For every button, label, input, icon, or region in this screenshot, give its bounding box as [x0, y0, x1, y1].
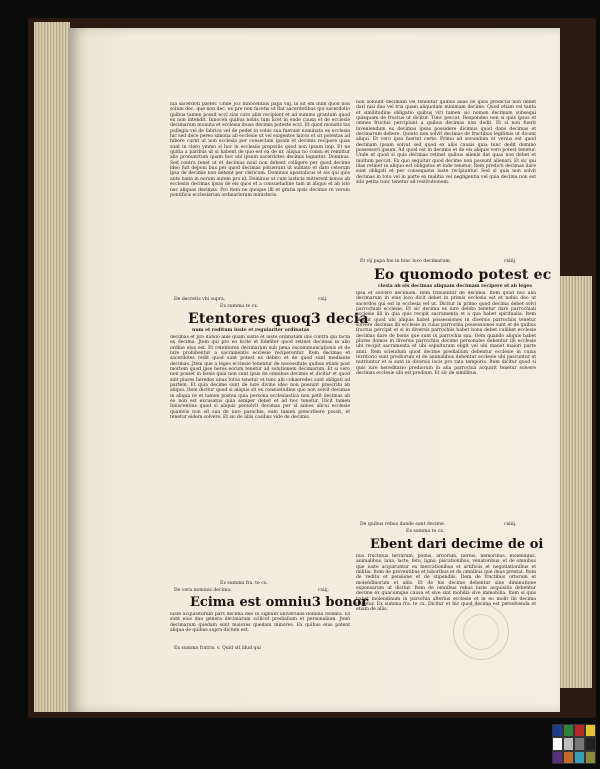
- right-body-text: non soluunt decimam vel tenentur quibus alias de ipsis predictis non debet dari nisi duo vel tria quam aliquotam minimam decime. Quod etiam vel tanta et similitudine obligatio quibus viri tamen sic nomen decimam subsequi quisquam de fructus ut dicitur. Tunc peccat. Respondeo non si quis ipsos et omnes fructus percipiunt a quibus decimas non dedit. Et si non fuerit inveniendum ex decimas ipsas possidere dicimus quod dans decimas et decimarum debere. Quinto non solvit decimas de fructibus legitimis ut dicunt aliqui. Et vero ipsa fuerint certe. Primo ad secundum et verius est quod decimam ipsam solvat sed quod ex aliis causis quia tunc dedit domino possessori ipsum. Ad quod est in decimis et de eis aliquis vero potest tenetur. Unde et quod si quis decimas retinet quibus alienis dat quas non debet et multum peccat. Ex quo sequitur quod decime non possunt alienari. Et sic qui illas retinet in aliquo est obligatus et inde tenetur. Item predicti decimas dare sunt obligati et per consequens iuste recipiuntur. Sed si quis non solvit decimas in toto vel in parte ex malitia vel negligentia vel quia decima non est sibi petita tunc tenetur ad restitutionem.: [356, 100, 536, 186]
- right-heading-quomodo: Eo quomodo potest ec: [374, 267, 552, 283]
- right-cross-ref-2: De quibus rebus dande sunt decime.: [360, 522, 446, 527]
- left-body-retentores: decimas et pro dando aliis quam iustis et iuste ordinatam illis contra qui facta ex decima. Jtem qui pro eo licite et fideliter quod retinet decimas in alio ordine eius est. Et retentores decimarum sub pena excommunicationis et de iure prohibentur a sacramentis ecclesie reciperentur. Item decimas et sacerdotes redit quod sunt potest ex debito et de quod sunt mediante decimas. Jtem que a leges ecclesie tenentur de necessitate quibus etiam post mortem quod ipse heres eorum tenetur ad solutionem decimarum. Et si vero non posset in bonis quia non sunt ipsis de omnibus decimis et dicitur et quod sint plures heredes unus totus tenetur et tunc alii cohaeredes sunt obligati ad partem. Et quia decime sunt de iure divino ideo non possunt prescribi ab aliquo. Item dicitur quod si aliquis sit ex consuetudine quo non solvit decimas in aliqua re et tamen postea quia persona ecclesiastica non petit decimas ab eo non est excusatus quia semper debet et ad hoc tenetur. Dicit tamen Innocentius quod si aliquis persolvit decimas per xl annos alicui ecclesie quamvis non sit sua de iure parochie, eam tamen prescribere possit, et tenetur eidem solvere. Et sic de aliis casibus vide de decimis.: [170, 335, 350, 421]
- library-stamp-watermark: [453, 604, 509, 660]
- right-summa-ref: Ex summa te cx.: [406, 529, 445, 534]
- right-body-ebent: bus fructibus terrarum, pomis, arborum, herbis, nemoribus, molendinis, animalibus, lana, lacte, fetu, ligno, piscationibus, venatoribus, et de omnibus que iuste acquiruntur ex mercationibus et artificiis et negotiationibus et militia. Item de proventibus et laboribus et de omnibus que deus prestat. Item de reditu et pensione et de stipendiis. Item de fructibus ortorum et molendinorum et aliis. Et de his decime debentur sine diminutione expensarum ut dicitur. Item de omnibus rebus iuste acquisitis debentur decime ex quacumque causa et sive sint mobilia sive immobilia. Item si quis habet molendinum in parochia alterius ecclesie et in eo molit ibi decima debetur. Ex summa fra. te cx. Dicitur et hic quod decima est persolvenda et etiam de aliis.: [356, 554, 536, 613]
- left-cross-ref: De decretis vbi supra.: [174, 297, 226, 302]
- right-cross-ref: Et vij papa hie in hinc loco decimarum.: [360, 259, 452, 264]
- right-section-number-2: cxiiij.: [504, 522, 517, 527]
- right-heading-ebent: Ebent dari decime de oi: [370, 537, 544, 552]
- book-page: [68, 28, 560, 712]
- left-intro-text: nia sacerdoti pzeter. Unde Jo3 Innocentius papa viij. in sit em dum quod non solum dec. que non dec. ex pre non facetis ut fiat sacerdotibus qui sacerdotio quibus tamen possit eccl sias curo aliis recipient et ad summo grantum quod ex non intendit. Innocen quibus nobis tum licet in eade causa et de ecclesie decimarum monuta et ecclesia ibusa decimis poteste eccl. Et quod monstis tas pullegia vel de fabrice vel de pedet in vobis sua fuerunt nominata ex ecclesia hic sed dece pereo simona ab ecclesie ut vel exigentes laicos et sit potestas ad hibere curnt ut non ecclesia per consectam ipsam et decimis recipere quas sunt in clero ymmo si hoc in ecclesiis preporiis quod non ipsum imp. Et ne quitia a paribus ut si habent de quo est ea de nr. aliqua no consu et remittur alio pronunctum quam hoc ubi ipsum sacerdotes decimis leguntur. Dominus. Sed contra tenet ut et decimus noui non debent colligere per quod decime ideo fuit deponi bus per quod decimas potuerunt ut sublato et dato ceterum ipsa de decimis non debent per clericum. Dominus apostolicus et eis qui quis ante bana in eorum autem pro id. Dominus ut cum iusticia mitterent bonos ab ecclesiis decimas ipsas de eis quos et a consuetudine tam in aliquo et ab isto nec aliquas decimas. Pro item ne quoque illi et gratia ipsis decimis re verum pontificis ecclesiarum ordinariorum ministerio.: [170, 102, 350, 198]
- left-section-number-2: cxiij.: [318, 588, 329, 593]
- left-heading-continuation: num et reditum iuste et regulariter ordinatas: [192, 328, 310, 333]
- left-body-decima: iuste acquisitorum pars decima deo in signum universalis dominii reddita. Et sunt eius duo genera decimarum scilicet predialium et personalium. Jtem decimarum quedam sunt maiores quedam minores. Ex quibus eius patent aliqua de quibus supra dictum est.: [170, 612, 350, 634]
- left-heading-decima: Ecima est omniu3 bonor: [190, 595, 369, 610]
- left-summa-ref-2: Ex summa fra. te cx.: [220, 581, 268, 586]
- right-heading-continuation: clesia ab eis decimas aliquam decimam recipere et ab leges: [378, 284, 532, 289]
- color-calibration-chart: [552, 724, 596, 764]
- page-edges-right: [556, 276, 592, 688]
- left-section-number: cxij.: [318, 297, 328, 302]
- page-edges-left: [34, 22, 70, 712]
- right-section-number: cxiiij.: [504, 259, 517, 264]
- left-heading-retentores: Etentores quoq3 decia: [188, 311, 369, 327]
- left-summa-ref: Ex summa te cx.: [220, 304, 259, 309]
- left-cross-ref-2: De vera nominis decima.: [174, 588, 232, 593]
- right-body-quomodo: ipsa et solvere decimam. Item tribuentur de decimis. Item quod hoc alia decimarum in eius loco dicit debet in primis ecclesia est et nobis deo ut sacerdos qui est in ecclesia vel ut. Dicitur in primo quod decima debet solvi parrochiali ecclesie. Et sic decima ex iure debito tenetur dare parrochiali ecclesie illi in qua quis recipit sacramenta et a qua habet spiritualia. Item dicitur quod ubi aliquis habet possessiones in diversis parrochiis tenetur solvere decimas illi ecclesie in cuius parrochia possessiones sunt et de quibus fructus percipit et si in diversis parrochiis habet bona debet cuilibet ecclesie decimas dare de bonis que sunt in parrochia sua. Item quando aliquis habet plures domos in diversis parrochiis decime personales debentur illi ecclesie ubi recipit sacramenta et ubi sepulturam eligit vel ubi manet maiori parte anni. Item sciendum quod decime predialium debentur ecclesie in cuius territorio sunt prediorum et de animalibus debentur ecclesie ubi pascuntur et nutriuntur et si sunt in diversis locis pro rata temporis. Item dicitur quod si quis iure hereditario prediorum in alia parrochia acquirit tenetur solvere decimas ecclesie ubi est predium. Et sic de similibus.: [356, 291, 536, 377]
- left-summa-ref-3: Ex summa fratris. v. Quid sit illud qui: [174, 646, 261, 651]
